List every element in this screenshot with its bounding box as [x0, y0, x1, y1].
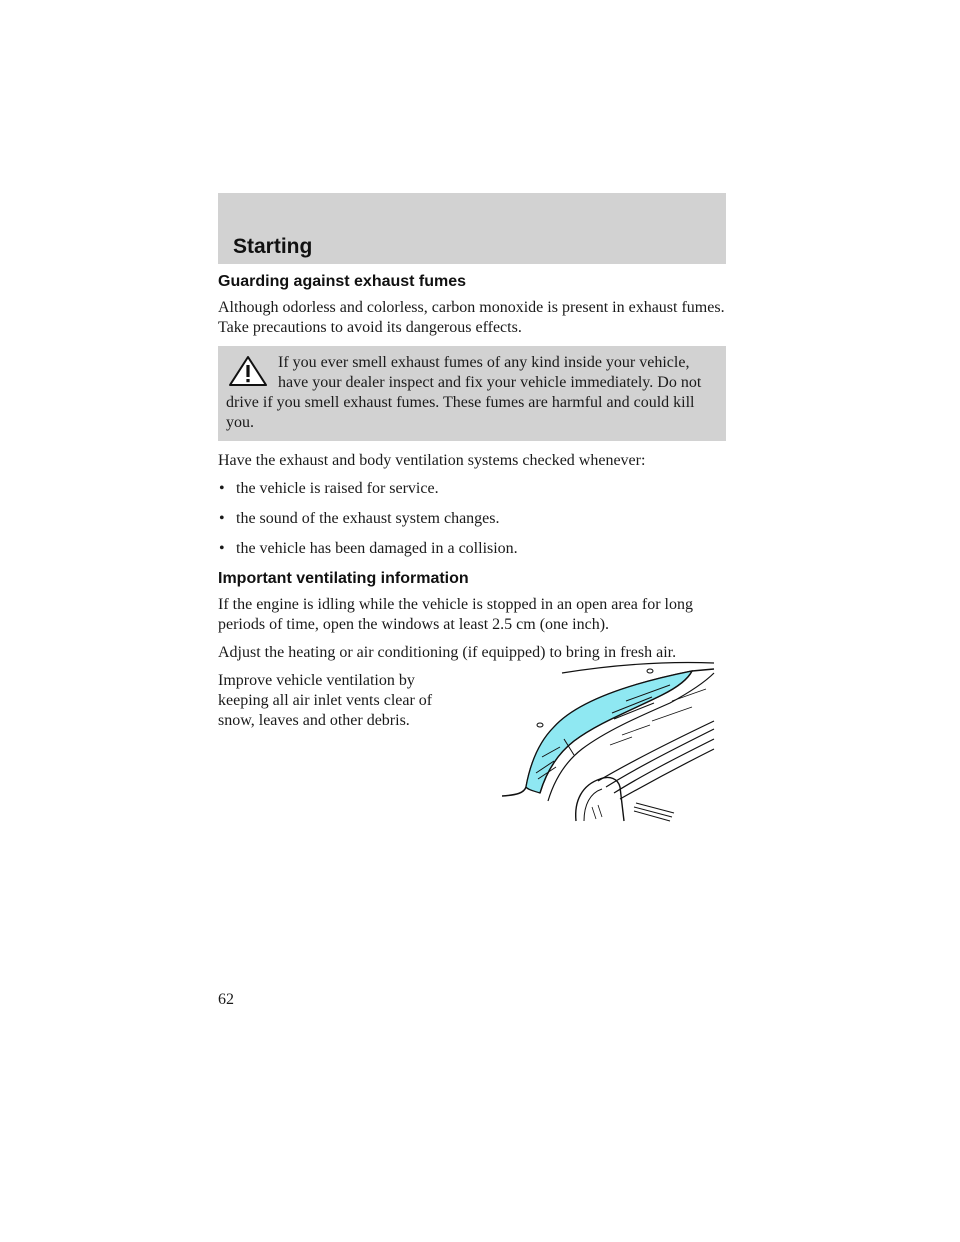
section-title: Starting	[233, 235, 313, 258]
list-item-text: the sound of the exhaust system changes.	[236, 510, 500, 527]
exhaust-intro: Although odorless and colorless, carbon monoxide is present in exhaust fumes. Take precautions to avoid its dangerous effects.	[218, 299, 725, 336]
ventilating-para-2: Adjust the heating or air conditioning (if equipped) to bring in fresh air.	[218, 644, 677, 661]
vent-section	[218, 671, 726, 821]
checks-intro: Have the exhaust and body ventilation systems checked whenever:	[218, 452, 646, 469]
ventilating-para-3: Improve vehicle ventilation by keeping all air inlet vents clear of snow, leaves and other debris.	[218, 672, 433, 729]
bullet: •	[219, 480, 225, 497]
checks-list	[218, 479, 726, 559]
air-inlet-vent-illustration	[502, 661, 724, 823]
warning-box	[218, 346, 726, 441]
warning-triangle-icon	[228, 355, 268, 387]
list-item-text: the vehicle has been damaged in a collision.	[236, 540, 518, 557]
list-item	[218, 479, 726, 499]
list-item	[218, 509, 726, 529]
bullet: •	[219, 540, 225, 557]
list-item-text: the vehicle is raised for service.	[236, 480, 439, 497]
list-item	[218, 539, 726, 559]
exhaust-heading: Guarding against exhaust fumes	[218, 273, 467, 290]
warning-text: If you ever smell exhaust fumes of any kind inside your vehicle, have your dealer inspect and fix your vehicle immediately. Do not drive if you smell exhaust fumes. These fumes are harmful and could kill you.	[226, 354, 702, 431]
bullet: •	[219, 510, 225, 527]
page-content	[218, 272, 726, 821]
ventilating-para-1: If the engine is idling while the vehicle is stopped in an open area for long periods of time, open the windows at least 2.5 cm (one inch).	[218, 596, 693, 633]
ventilating-heading: Important ventilating information	[218, 570, 469, 587]
page-number: 62	[218, 991, 234, 1008]
section-header-band	[218, 193, 726, 264]
